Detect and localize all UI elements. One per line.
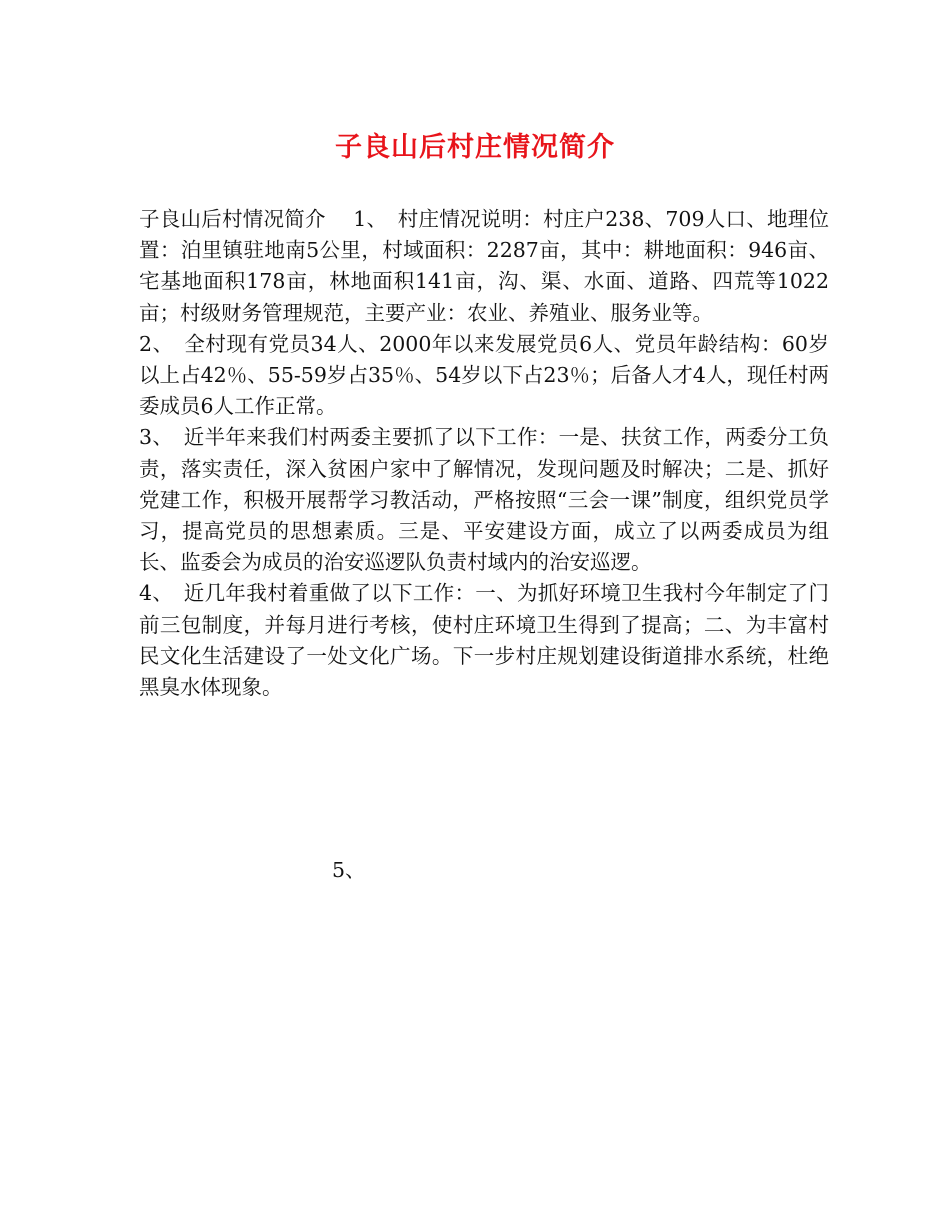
- paragraph-3: 3、 近半年来我们村两委主要抓了以下工作：一是、扶贫工作，两委分工负责，落实责任，深入贫困户家中了解情况，发现问题及时解决；二是、抓好党建工作，积极开展帮学习教活动，严格按照“三会一课”制度，组织党员学习，提高党员的思想素质。三是、平安建设方面，成立了以两委成员为组长、监委会为成员的治安巡逻队负责村域内的治安巡逻。: [139, 425, 829, 575]
- document-body: [139, 204, 829, 703]
- document-title: 子良山后村庄情况简介: [335, 132, 615, 163]
- paragraph-intro: 子良山后村情况简介 1、 村庄情况说明：村庄户238、709人口、地理位置：泊里镇驻地南5公里，村域面积：2287亩，其中：耕地面积：946亩、宅基地面积178亩，林地面积141亩，沟、渠、水面、道路、四荒等1022亩；村级财务管理规范，主要产业：农业、养殖业、服务业等。: [139, 207, 829, 325]
- paragraph-4: 4、 近几年我村着重做了以下工作：一、为抓好环境卫生我村今年制定了门前三包制度，并每月进行考核，使村庄环境卫生得到了提高；二、为丰富村民文化生活建设了一处文化广场。下一步村庄规划建设街道排水系统，杜绝黑臭水体现象。: [139, 581, 829, 700]
- trailing-item-number: 5、: [332, 858, 366, 882]
- paragraph-2: 2、 全村现有党员34人、2000年以来发展党员6人、党员年龄结构：60岁以上占42％、55-59岁占35％、54岁以下占23％；后备人才4人，现任村两委成员6人工作正常。: [139, 331, 829, 419]
